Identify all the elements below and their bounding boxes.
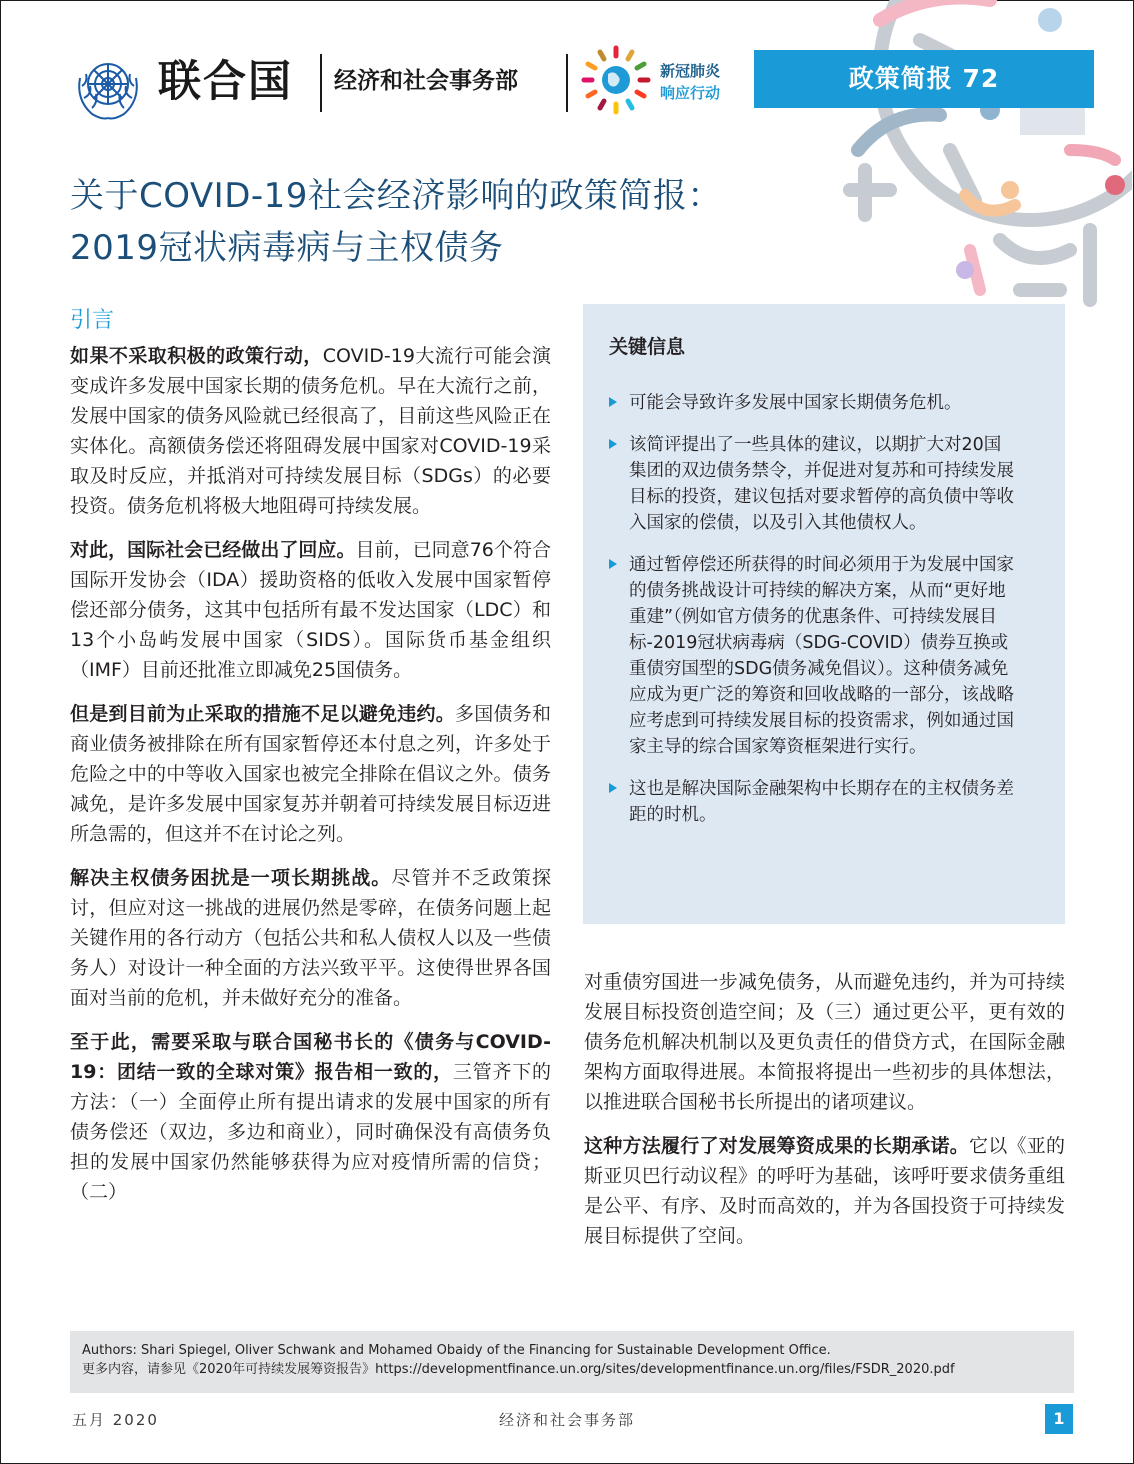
triangle-bullet-icon [609,439,617,449]
intro-heading: 引言 [70,308,115,333]
title-line2: 2019冠状病毒病与主权债务 [70,228,504,268]
list-item [609,432,1017,536]
paragraph [70,699,551,849]
paragraph [70,863,551,1013]
authors-box [70,1331,1074,1393]
paragraph-lead: 解决主权债务困扰是一项长期挑战。 [70,867,392,889]
page-title [70,170,830,274]
paragraph [584,967,1065,1117]
key-messages-box [583,304,1065,924]
page-number: 1 [1045,1404,1073,1434]
paragraph-text: 目前，已同意76个符合国际开发协会（IDA）援助资格的低收入发展中国家暂停偿还部分债务，这其中包括所有最不发达国家（LDC）和13个小岛屿发展中国家（SIDS）。国际货币基金组织（IMF）目前还批准立即减免25国债务。 [70,539,551,681]
paragraph [70,535,551,685]
covid-response-label [660,60,720,104]
list-item-text: 这也是解决国际金融架构中长期存在的主权债务差距的时机。 [629,779,1014,825]
triangle-bullet-icon [609,783,617,793]
header-divider [320,54,322,112]
paragraph-text: 三管齐下的方法：（一）全面停止所有提出请求的发展中国家的所有债务偿还（双边，多边和商业），同时确保没有高债务负担的发展中国家仍然能够获得为应对疫情所需的信贷；（二） [70,1061,551,1203]
more-info-line: 更多内容，请参见《2020年可持续发展筹资报告》https://developmentfinance.un.org/sites/developmentfinance.un.org/files/FSDR_2020.pdf [82,1362,955,1377]
paragraph-lead: 如果不采取积极的政策行动， [70,345,323,367]
key-messages-list [609,390,1017,828]
list-item [609,776,1017,828]
authors-line: Authors: Shari Spiegel, Oliver Schwank and Mohamed Obaidy of the Financing for Sustainable Development Office. [82,1343,831,1358]
list-item-text: 通过暂停偿还所获得的时间必须用于为发展中国家的债务挑战设计可持续的解决方案，从而“更好地重建”（例如官方债务的优惠条件、可持续发展目标-2019冠状病毒病（SDG-COVID）债券互换或重债穷国型的SDG债务减免倡议）。这种债务减免应成为更广泛的筹资和回收战略的一部分，该战略应考虑到可持续发展目标的投资需求，例如通过国家主导的综合国家筹资框架进行实行。 [629,555,1014,757]
left-column [70,341,551,1221]
right-column [584,967,1065,1265]
triangle-bullet-icon [609,397,617,407]
paragraph-lead: 至于此，需要采取与联合国秘书长的《债务与COVID-19：团结一致的全球对策》报告相一致的， [70,1031,551,1083]
footer-department: 经济和社会事务部 [498,1411,635,1429]
triangle-bullet-icon [609,559,617,569]
paragraph [584,1131,1065,1251]
list-item-text: 该简评提出了一些具体的建议，以期扩大对20国集团的双边债务禁令，并促进对复苏和可持续发展目标的投资，建议包括对要求暂停的高负债中等收入国家的偿债，以及引入其他债权人。 [629,435,1014,533]
covid-response-line1: 新冠肺炎 [660,62,721,80]
footer-date: 五月 2020 [72,1411,159,1429]
paragraph-text: 尽管并不乏政策探讨，但应对这一挑战的进展仍然是零碎，在债务问题上起关键作用的各行动方（包括公共和私人债权人以及一些债务人）对设计一种全面的方法兴致平平。这使得世界各国面对当前的危机，并未做好充分的准备。 [70,867,551,1009]
covid-response-logo-icon [580,44,652,116]
un-name: 联合国 [158,57,293,107]
paragraph-lead: 对此，国际社会已经做出了回应。 [70,539,356,561]
paragraph-text: COVID-19大流行可能会演变成许多发展中国家长期的债务危机。早在大流行之前，发展中国家的债务风险就已经很高了，目前这些风险正在实体化。高额债务偿还将阻碍发展中国家对COVID-19采取及时反应，并抵消对可持续发展目标（SDGs）的必要投资。债务危机将极大地阻碍可持续发展。 [70,345,551,517]
title-line1: 关于COVID-19社会经济影响的政策简报： [70,176,722,216]
paragraph-lead: 但是到目前为止采取的措施不足以避免违约。 [70,703,455,725]
list-item [609,552,1017,760]
paragraph [70,341,551,521]
list-item-text: 可能会导致许多发展中国家长期债务危机。 [629,393,962,413]
paragraph-lead: 这种方法履行了对发展筹资成果的长期承诺。 [584,1135,969,1157]
key-messages-heading: 关键信息 [609,336,686,358]
paragraph [70,1027,551,1207]
list-item [609,390,1017,416]
paragraph-text: 对重债穷国进一步减免债务，从而避免违约，并为可持续发展目标投资创造空间；及（三）通过更公平，更有效的债务危机解决机制以及更负责任的借贷方式，在国际金融架构方面取得进展。本简报将提出一些初步的具体想法，以推进联合国秘书长所提出的诸项建议。 [584,971,1065,1113]
paragraph-text: 它以《亚的斯亚贝巴行动议程》的呼吁为基础，该呼吁要求债务重组是公平、有序、及时而高效的，并为各国投资于可持续发展目标提供了空间。 [584,1135,1065,1247]
policy-brief-banner: 政策简报 72 [754,50,1094,108]
paragraph-text: 多国债务和商业债务被排除在所有国家暂停还本付息之列，许多处于危险之中的中等收入国家也被完全排除在倡议之外。债务减免，是许多发展中国家复苏并朝着可持续发展目标迈进所急需的，但这并不在讨论之列。 [70,703,551,845]
un-emblem-icon [70,48,146,124]
covid-response-line2: 响应行动 [660,84,721,102]
desa-name: 经济和社会事务部 [334,68,518,94]
header-divider [566,54,568,112]
